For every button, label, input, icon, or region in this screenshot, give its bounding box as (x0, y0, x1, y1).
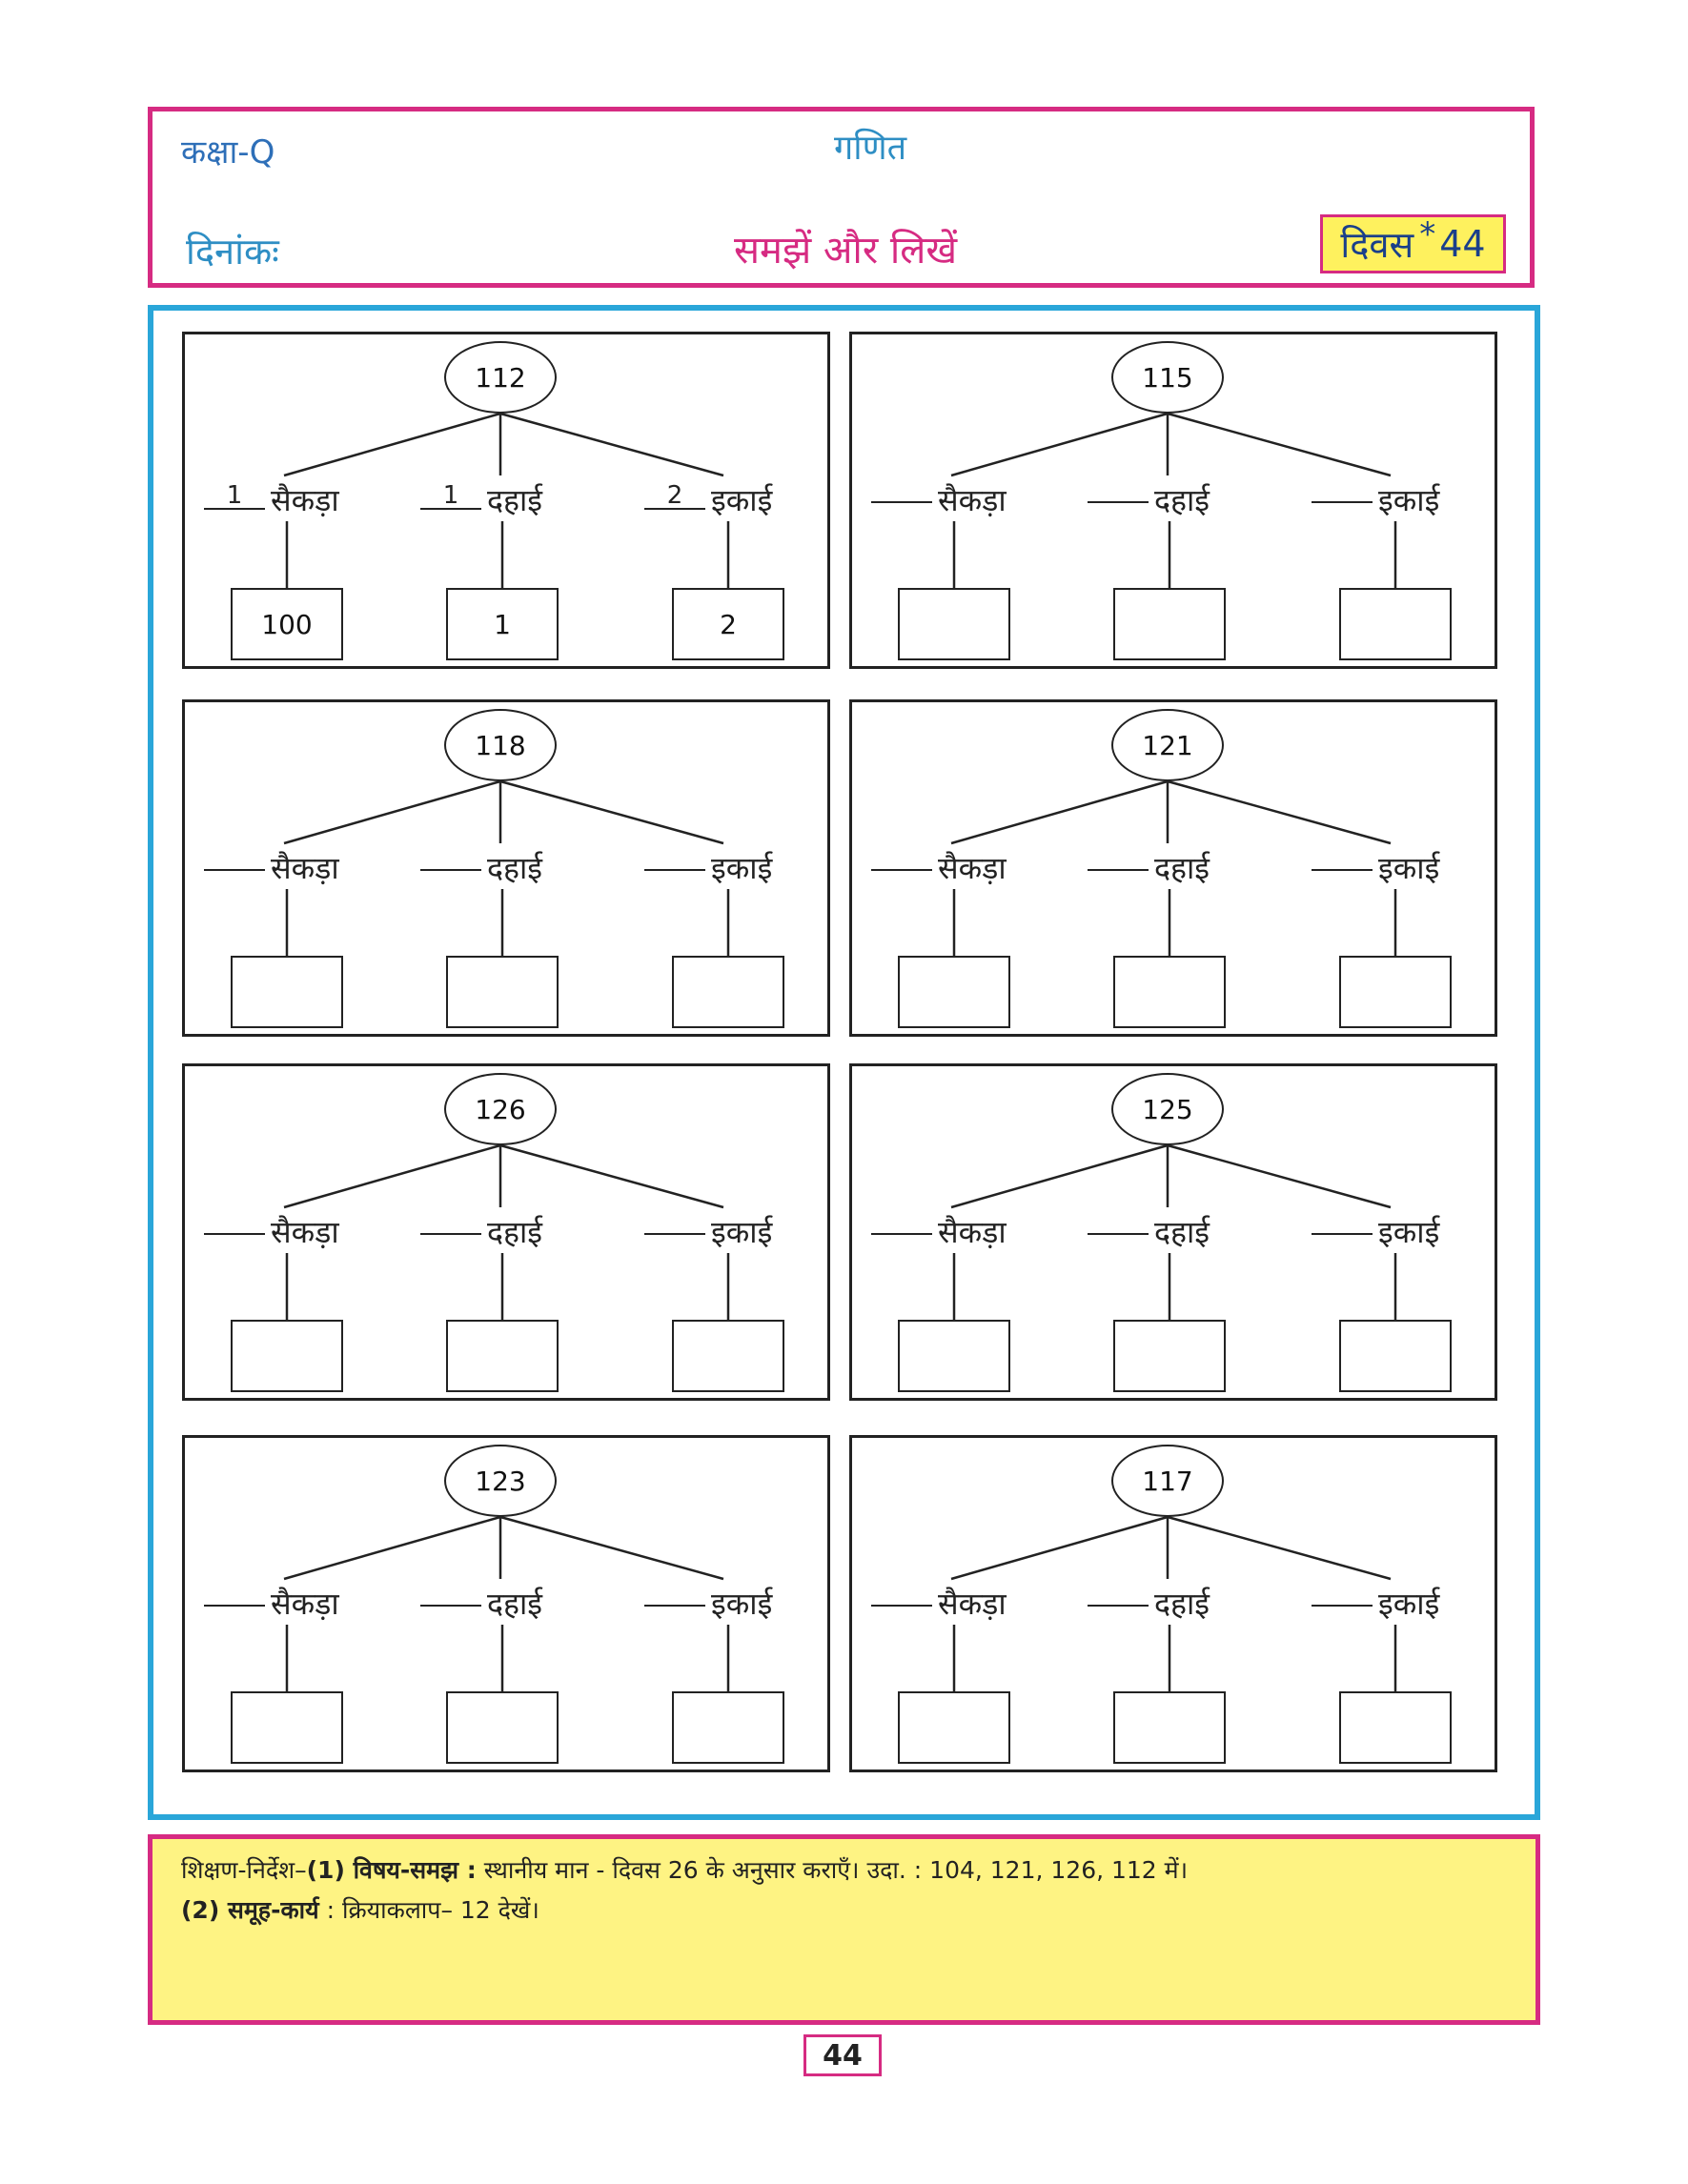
place-value-tree (182, 1063, 830, 1401)
value-box[interactable] (672, 1320, 784, 1392)
place-label-tens (418, 1213, 544, 1251)
value-box[interactable] (898, 1320, 1010, 1392)
place-value-tree (182, 1435, 830, 1772)
answer-blank[interactable] (644, 1605, 705, 1607)
value-box[interactable] (446, 1320, 559, 1392)
instruction-line-2 (181, 1891, 1507, 1931)
branch-line (1168, 414, 1391, 475)
day-badge (1320, 214, 1506, 273)
answer-blank[interactable] (871, 1233, 932, 1235)
place-name: इकाई (711, 1586, 773, 1622)
branch-line (951, 414, 1168, 475)
place-label-hundreds (202, 849, 341, 887)
answer-blank[interactable] (1088, 1233, 1149, 1235)
answer-blank[interactable] (204, 1233, 265, 1235)
answer-blank[interactable] (644, 1233, 705, 1235)
place-label-hundreds (869, 1585, 1008, 1623)
day-word: दिवस (1340, 224, 1414, 266)
number-bubble: 117 (1111, 1445, 1224, 1517)
value-box[interactable] (1113, 956, 1226, 1028)
place-name: दहाई (487, 1214, 542, 1250)
header-box (148, 107, 1535, 288)
branch-line (1168, 781, 1391, 843)
branch-line (1168, 1145, 1391, 1207)
answer-blank[interactable] (1088, 501, 1149, 503)
value-box[interactable] (231, 1691, 343, 1764)
place-name: सैकड़ा (938, 482, 1007, 518)
instruction-subject-text: स्थानीय मान - दिवस 26 के अनुसार कराएँ। उदा. : 104, 121, 126, 112 में। (483, 1856, 1189, 1884)
answer-blank[interactable] (420, 869, 481, 871)
value-box[interactable] (898, 956, 1010, 1028)
place-name: सैकड़ा (938, 850, 1007, 886)
number-bubble: 121 (1111, 709, 1224, 781)
value-box[interactable] (446, 1691, 559, 1764)
branch-line (500, 781, 723, 843)
star-icon: * (1419, 215, 1436, 253)
place-name: दहाई (487, 482, 542, 518)
subject-title: गणित (834, 129, 907, 168)
value-box[interactable] (1339, 956, 1452, 1028)
instruction-group-text: : क्रियाकलाप– 12 देखें। (326, 1896, 539, 1924)
value-box[interactable] (1113, 1691, 1226, 1764)
instruction-subject-heading: (1) विषय-समझ : (306, 1856, 477, 1884)
answer-blank[interactable] (1088, 869, 1149, 871)
instruction-prefix: शिक्षण-निर्देश– (181, 1856, 307, 1884)
branch-line (951, 1517, 1168, 1579)
place-label-ones (642, 481, 774, 519)
number-bubble: 126 (444, 1073, 557, 1145)
place-name: इकाई (1378, 850, 1440, 886)
place-value-tree (849, 1435, 1497, 1772)
page-number: 44 (803, 2034, 882, 2076)
value-box[interactable] (1113, 1320, 1226, 1392)
place-value-tree (182, 699, 830, 1037)
value-box[interactable] (1339, 588, 1452, 660)
place-name: इकाई (1378, 1586, 1440, 1622)
value-box[interactable] (446, 956, 559, 1028)
answer-blank[interactable] (1312, 501, 1373, 503)
place-name: दहाई (1154, 482, 1210, 518)
answer-blank[interactable] (871, 1605, 932, 1607)
answer-blank[interactable] (420, 1233, 481, 1235)
place-name: दहाई (1154, 850, 1210, 886)
answer-blank[interactable] (871, 869, 932, 871)
answer-blank[interactable] (1312, 1605, 1373, 1607)
place-value-tree (849, 332, 1497, 669)
value-box[interactable] (1339, 1691, 1452, 1764)
number-bubble: 125 (1111, 1073, 1224, 1145)
teaching-instructions (148, 1834, 1540, 2025)
branch-line (500, 414, 723, 475)
branch-line (500, 1517, 723, 1579)
place-name: सैकड़ा (271, 850, 339, 886)
place-label-hundreds (869, 1213, 1008, 1251)
class-label: कक्षा-Q (181, 133, 275, 172)
branch-line (284, 1517, 500, 1579)
place-label-hundreds (869, 849, 1008, 887)
place-name: सैकड़ा (271, 1586, 339, 1622)
place-label-ones (642, 849, 774, 887)
value-box[interactable]: 100 (231, 588, 343, 660)
answer-blank[interactable]: 2 (644, 483, 705, 510)
place-label-tens (418, 481, 544, 519)
place-label-tens (1086, 849, 1211, 887)
answer-blank[interactable]: 1 (420, 483, 481, 510)
day-number: 44 (1439, 223, 1486, 265)
number-bubble: 123 (444, 1445, 557, 1517)
branch-line (284, 781, 500, 843)
value-box[interactable]: 1 (446, 588, 559, 660)
instruction-heading: समझें और लिखें (734, 229, 958, 273)
branch-line (500, 1145, 723, 1207)
branch-line (284, 414, 500, 475)
place-label-tens (1086, 481, 1211, 519)
place-name: सैकड़ा (271, 482, 339, 518)
instruction-group-heading: (2) समूह-कार्य (181, 1896, 319, 1924)
value-box[interactable]: 2 (672, 588, 784, 660)
number-bubble: 118 (444, 709, 557, 781)
place-label-hundreds (202, 1585, 341, 1623)
branch-line (1168, 1517, 1391, 1579)
place-label-hundreds (202, 1213, 341, 1251)
value-box[interactable] (1339, 1320, 1452, 1392)
place-name: दहाई (487, 1586, 542, 1622)
worksheet-area (148, 305, 1540, 1820)
branch-line (951, 1145, 1168, 1207)
place-label-tens (418, 1585, 544, 1623)
answer-blank[interactable] (1312, 1233, 1373, 1235)
place-label-ones (642, 1585, 774, 1623)
place-label-ones (1310, 1213, 1441, 1251)
answer-blank[interactable] (871, 501, 932, 503)
value-box[interactable] (672, 956, 784, 1028)
place-name: सैकड़ा (938, 1214, 1007, 1250)
instruction-line-1 (181, 1850, 1507, 1891)
place-label-hundreds (869, 481, 1008, 519)
place-name: दहाई (1154, 1214, 1210, 1250)
place-label-ones (1310, 849, 1441, 887)
value-box[interactable] (898, 1691, 1010, 1764)
place-name: इकाई (711, 1214, 773, 1250)
answer-blank[interactable] (1088, 1605, 1149, 1607)
place-value-tree (849, 1063, 1497, 1401)
answer-blank[interactable]: 1 (204, 483, 265, 510)
answer-blank[interactable] (204, 1605, 265, 1607)
place-label-ones (1310, 481, 1441, 519)
place-name: सैकड़ा (938, 1586, 1007, 1622)
place-name: दहाई (1154, 1586, 1210, 1622)
place-value-tree (849, 699, 1497, 1037)
branch-line (284, 1145, 500, 1207)
answer-blank[interactable] (644, 869, 705, 871)
place-label-tens (1086, 1585, 1211, 1623)
place-name: सैकड़ा (271, 1214, 339, 1250)
place-label-tens (418, 849, 544, 887)
place-name: इकाई (1378, 1214, 1440, 1250)
answer-blank[interactable] (1312, 869, 1373, 871)
place-value-tree (182, 332, 830, 669)
branch-line (951, 781, 1168, 843)
answer-blank[interactable] (204, 869, 265, 871)
place-name: इकाई (711, 850, 773, 886)
place-label-ones (642, 1213, 774, 1251)
place-label-hundreds (202, 481, 341, 519)
place-name: दहाई (487, 850, 542, 886)
value-box[interactable] (1113, 588, 1226, 660)
value-box[interactable] (231, 956, 343, 1028)
place-name: इकाई (711, 482, 773, 518)
number-bubble: 112 (444, 341, 557, 414)
date-label: दिनांकः (186, 231, 279, 273)
value-box[interactable] (231, 1320, 343, 1392)
place-name: इकाई (1378, 482, 1440, 518)
place-label-tens (1086, 1213, 1211, 1251)
number-bubble: 115 (1111, 341, 1224, 414)
value-box[interactable] (898, 588, 1010, 660)
answer-blank[interactable] (420, 1605, 481, 1607)
value-box[interactable] (672, 1691, 784, 1764)
place-label-ones (1310, 1585, 1441, 1623)
